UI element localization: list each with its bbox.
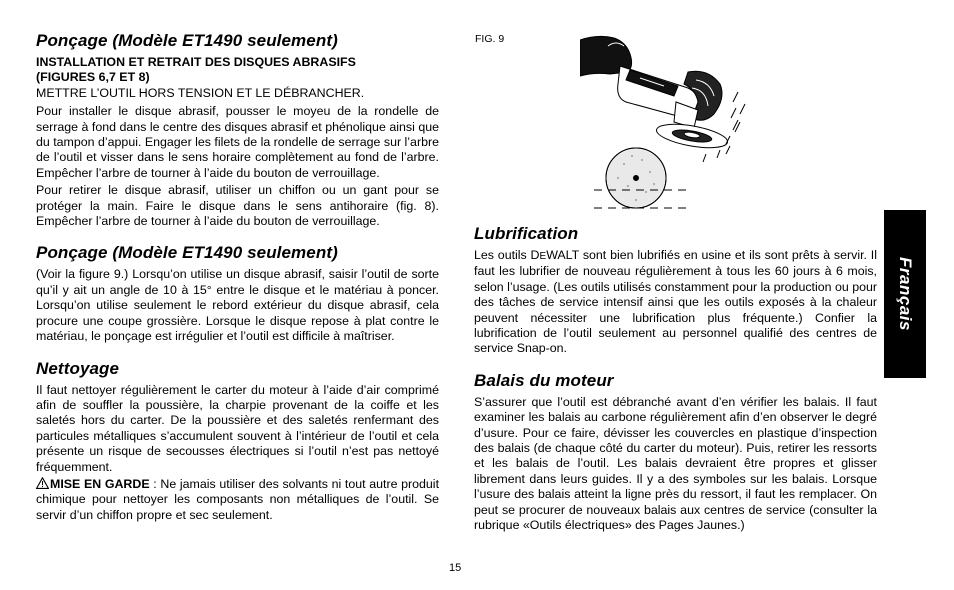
install-subheading-line1: INSTALLATION ET RETRAIT DES DISQUES ABRASIFS bbox=[36, 55, 356, 69]
lubrication-text-start: Les outils D bbox=[474, 248, 540, 262]
figure-label: FIG. 9 bbox=[475, 33, 505, 45]
sanding-heading-2: Ponçage (Modèle ET1490 seulement) bbox=[36, 243, 338, 263]
lubrication-paragraph bbox=[474, 248, 877, 357]
brushes-paragraph: S’assurer que l’outil est débranché avant d’en vérifier les balais. Il faut examiner les balais au carbone régulièrement afin d’en observer le degré d’usure. Pour ce faire, dévisser les couvercles en plastique d’inspection des balais (de chaque côté du carter du moteur). Puis, retirer les ressorts et les balais de l’outil. Les balais devraient être propres et glisser librement dans leurs guides. Il y a des symboles sur les balais. Lorsque l’usure des balais atteint la ligne près du ressort, il faut les remplacer. On peut se procurer de nouveaux balais aux centres de service (consulter la rubrique «Outils électriques» des Pages Jaunes.) bbox=[474, 394, 877, 533]
right-column bbox=[474, 224, 877, 534]
remove-paragraph: Pour retirer le disque abrasif, utiliser un chiffon ou un gant pour se protéger la main. Faire le disque dans le sens antihoraire (fig. 8). Empêcher l’arbre de tourner à l’aide du bouton de verrouillage. bbox=[36, 183, 439, 229]
unplug-instruction: METTRE L’OUTIL HORS TENSION ET LE DÉBRANCHER. bbox=[36, 85, 365, 100]
lubrication-heading: Lubrification bbox=[474, 224, 579, 243]
install-subheading-line2: (FIGURES 6,7 ET 8) bbox=[36, 70, 150, 85]
sanding-heading: Ponçage (Modèle ET1490 seulement) bbox=[36, 31, 338, 50]
warning-triangle-icon bbox=[36, 477, 49, 489]
brand-smallcaps: E bbox=[539, 251, 547, 262]
install-subheading bbox=[36, 55, 439, 86]
warning-text: : Ne jamais utiliser des solvants ni tout autre produit chimique pour nettoyer les composants non métalliques de l’outil. Se servir d’un chiffon propre et sec seulement. bbox=[36, 476, 440, 522]
page-number: 15 bbox=[449, 562, 462, 574]
sanding-paragraph: (Voir la figure 9.) Lorsqu’on utilise un disque abrasif, saisir l’outil de sorte qu’il y ait un angle de 10 à 15° entre le disque et le matériau à poncer. Lorsqu’on utilise seulement le rebord extérieur du disque abrasif, cela procure une coupe grossière. Lorsque le disque repose à plat contre le matériau, le ponçage est irrégulier et l’outil est difficile à maîtriser. bbox=[36, 267, 439, 344]
cleaning-heading: Nettoyage bbox=[36, 358, 120, 378]
install-paragraph: Pour installer le disque abrasif, pousser le moyeu de la rondelle de serrage à fond dans le centre des disques abrasif et phénolique ainsi que du tampon d’appui. Engager les filets de la rondelle de serrage sur l’arbre de l’outil et visser dans le sens horaire complètement au fond de l’arbre. Empêcher l’arbre de tourner à l’aide du bouton de verrouillage. bbox=[36, 104, 439, 180]
language-tab bbox=[884, 210, 926, 378]
brushes-heading: Balais du moteur bbox=[474, 370, 614, 390]
lubrication-text-rest: WALT sont bien lubrifiés en usine et ils sont prêts à servir. Il faut les lubrifier de nouveau régulièrement à tous les 60 jours à 6 mois, selon l’usage. (Les outils utilisés constamment pour la production ou pour des tâches de service intensif ainsi que les outils exposés à la chaleur peuvent nécessiter une lubrification plus fréquente.) Confier la lubrification de l’outil seulement au personnel qualifié des centres de service Snap-on. bbox=[474, 248, 877, 356]
cleaning-paragraph: Il faut nettoyer régulièrement le carter du moteur à l’aide d’air comprimé afin de souffler la poussière, la charpie provenant de la coiffe et les saletés hors du carter. De la poussière et des saletés renfermant des particules métalliques s’accumulent souvent à l’intérieur de l’outil et cela présente un risque de secousses électriques si l’outil n’est pas nettoyé fréquemment. bbox=[36, 382, 439, 474]
cleaning-warning bbox=[36, 477, 439, 523]
language-tab-label: Français bbox=[896, 257, 915, 331]
figure-9-illustration bbox=[580, 32, 750, 214]
left-column bbox=[36, 31, 439, 523]
warning-label: MISE EN GARDE bbox=[50, 476, 150, 491]
